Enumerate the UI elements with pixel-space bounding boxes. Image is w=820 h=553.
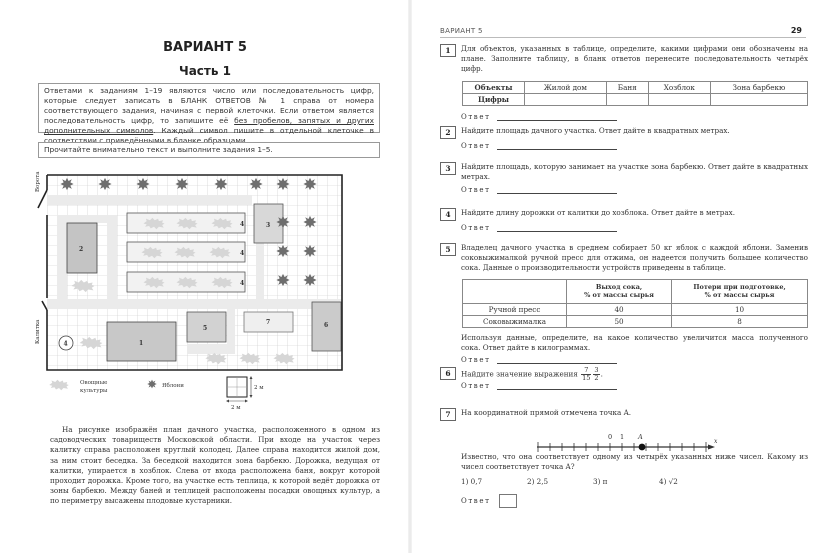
task-text (461, 367, 808, 382)
answer-field[interactable] (497, 113, 617, 121)
task-number: 1 (440, 44, 456, 57)
table-cell-bbq: Зона барбекю (710, 81, 807, 93)
task-followup: Известно, что она соответствует одному из четырёх указанных ниже чисел. Какому из чисел соответствует точка A? (461, 452, 808, 472)
task-2 (440, 126, 808, 150)
object-label-6: 6 (324, 322, 329, 329)
header-line-1: Выход сока, (595, 283, 643, 292)
numerator: 3 (594, 366, 599, 374)
denominator: 15 (582, 374, 591, 382)
tick-label-zero: 0 (608, 433, 613, 441)
task-3 (440, 162, 808, 194)
answer-row (461, 113, 808, 121)
row-yield: 50 (567, 315, 672, 327)
object-label-7: 7 (266, 319, 271, 326)
suffix: . (600, 369, 603, 379)
header-line-2: % от массы сырья (704, 291, 775, 300)
option-4: 4) √2 (659, 476, 678, 486)
juice-header-loss (672, 279, 808, 303)
option-3: 3) π (593, 476, 608, 486)
wicket-label: Калитка (35, 319, 41, 344)
answer-field[interactable] (497, 142, 617, 150)
task-text: Владелец дачного участка в среднем собирает 50 кг яблок с каждой яблони. Заменив соковыжималкой ручной пресс для отжима, он надеется получить большее количество сока. Данные о производительности устройств приведены в таблице. (461, 243, 808, 273)
bed-label-3: 4 (240, 280, 245, 287)
task-text: На координатной прямой отмечена точка A. (461, 408, 632, 417)
digit-input-house[interactable] (525, 93, 607, 105)
object-label-5: 5 (203, 325, 208, 332)
denominator: 2 (594, 374, 599, 382)
page-number: 29 (790, 26, 802, 35)
answer-label: Ответ (461, 186, 491, 195)
task-5 (440, 243, 808, 364)
answer-field[interactable] (497, 382, 617, 390)
legend-vegetables-line2: культуры (80, 388, 108, 394)
read-prompt: Прочитайте внимательно текст и выполните задания 1–5. (44, 145, 273, 154)
scale-horizontal: 2 м (231, 405, 241, 411)
number-line (535, 430, 745, 456)
object-label-3: 3 (266, 222, 271, 229)
legend-apples: Яблони (162, 383, 184, 389)
task-text: Найдите площадь, которую занимает на участке зона барбекю. Ответ дайте в квадратных метрах. (461, 162, 808, 182)
fraction-1 (581, 367, 591, 382)
object-label-1: 1 (139, 340, 144, 347)
gate-label: Ворота (35, 171, 41, 192)
task-number: 6 (440, 367, 456, 380)
scale-vertical: 2 м (254, 385, 264, 391)
juice-table-corner (463, 279, 567, 303)
task-4 (440, 208, 808, 232)
table-header-digits: Цифры (463, 93, 525, 105)
table-row (463, 315, 808, 327)
well-label: 4 (63, 340, 68, 348)
task-number: 2 (440, 126, 456, 139)
answer-field[interactable] (497, 224, 617, 232)
answer-label: Ответ (461, 382, 491, 390)
row-loss: 10 (672, 303, 808, 315)
running-head: ВАРИАНТ 5 (440, 27, 483, 35)
answer-field[interactable] (497, 186, 617, 194)
answer-box[interactable] (499, 494, 517, 508)
row-yield: 40 (567, 303, 672, 315)
answer-label: Ответ (461, 224, 491, 233)
header-line-2: % от массы сырья (584, 291, 654, 300)
object-label-2: 2 (79, 246, 84, 253)
digit-input-shed[interactable] (648, 93, 710, 105)
table-cell-shed: Хозблок (648, 81, 710, 93)
answer-row (461, 142, 808, 150)
point-a-label: A (638, 433, 643, 441)
numerator: 7 (581, 367, 591, 375)
answer-label: Ответ (461, 112, 491, 121)
digit-input-bbq[interactable] (710, 93, 807, 105)
bed-label-2: 4 (240, 250, 245, 257)
task-6-text: Найдите значение выражения (461, 369, 578, 379)
row-device: Соковыжималка (463, 315, 567, 327)
garden-plan (30, 168, 360, 418)
answer-options (461, 477, 808, 486)
digit-input-bath[interactable] (606, 93, 648, 105)
apple-legend-icon (147, 380, 156, 389)
instructions-underlined: без пробелов, запятых и других дополнительных символов (44, 116, 374, 135)
axis-label-x: x (714, 438, 718, 445)
answer-row (461, 494, 808, 508)
instructions-text-2: . Каждый символ пишите в отдельной клеточке в соответствии с приведёнными в бланке образцами. (44, 126, 374, 145)
legend-vegetables-line1: Овощные (80, 380, 108, 386)
answer-row (461, 186, 808, 194)
point-a-marker (639, 444, 646, 451)
table-header-objects: Объекты (463, 81, 525, 93)
plan-description: На рисунке изображён план дачного участка, расположенного в одном из садоводческих товариществ Московской области. При входе на участок через калитку справа расположен круглый колодец. Далее справа находится жилой дом, за ним стоит беседка. За беседкой находится зона барбекю. Дорожка, ведущая от калитки, упирается в хозблок. Слева от входа расположена баня, вокруг которой проходит дорожка. Кроме того, на участке есть теплица, к которой ведёт дорожка от зоны барбекю. Между баней и теплицей расположены посадки овощных культур, а по периметру высажены плодовые кустарники. (50, 425, 380, 506)
option-2: 2) 2,5 (527, 476, 549, 486)
task-number: 3 (440, 162, 456, 175)
task-7 (440, 408, 808, 508)
variant-title: ВАРИАНТ 5 (163, 40, 247, 55)
task-6 (440, 367, 808, 390)
read-prompt-box (38, 142, 380, 158)
header-line-1: Потери при подготовке, (693, 283, 786, 292)
row-loss: 8 (672, 315, 808, 327)
task-text: Найдите площадь дачного участка. Ответ дайте в квадратных метрах. (461, 126, 730, 135)
instructions-text-1: Ответами к заданиям 1–19 являются число или последовательность цифр, которые следует записать в БЛАНК ОТВЕТОВ № 1 справа от номера соответствующего задания, начиная с первой клеточки. Если ответом является последовательность цифр, то запишите её (44, 86, 374, 125)
answer-row (461, 382, 808, 390)
fraction-2 (593, 367, 599, 382)
answer-label: Ответ (461, 356, 491, 365)
bed-label-1: 4 (240, 221, 245, 228)
task-number: 4 (440, 208, 456, 221)
answer-row (461, 356, 808, 364)
row-device: Ручной пресс (463, 303, 567, 315)
option-1: 1) 0,7 (461, 476, 483, 486)
task-number: 5 (440, 243, 456, 256)
answer-label: Ответ (461, 142, 491, 151)
task-text: Для объектов, указанных в таблице, определите, какими цифрами они обозначены на плане. Заполните таблицу, в бланк ответов перенесите последовательность четырёх цифр. (461, 44, 808, 74)
table-cell-bath: Баня (606, 81, 648, 93)
answer-row (461, 224, 808, 232)
right-page (410, 0, 820, 553)
header-rule (440, 37, 806, 38)
task-number: 7 (440, 408, 456, 421)
juice-header-yield (567, 279, 672, 303)
task-followup: Используя данные, определите, на какое количество увеличится масса полученного сока. Ответ дайте в килограммах. (461, 332, 808, 352)
vegetables-legend-icon (49, 380, 69, 391)
juice-table (462, 279, 808, 328)
objects-table (462, 81, 808, 106)
instructions-box (38, 83, 380, 145)
part-title: Часть 1 (179, 64, 231, 78)
table-cell-house: Жилой дом (525, 81, 607, 93)
answer-field[interactable] (497, 356, 617, 364)
answer-label: Ответ (461, 496, 491, 505)
task-text: Найдите длину дорожки от калитки до хозблока. Ответ дайте в метрах. (461, 208, 736, 217)
task-1 (440, 44, 808, 121)
tick-label-one: 1 (620, 433, 625, 441)
table-row (463, 303, 808, 315)
